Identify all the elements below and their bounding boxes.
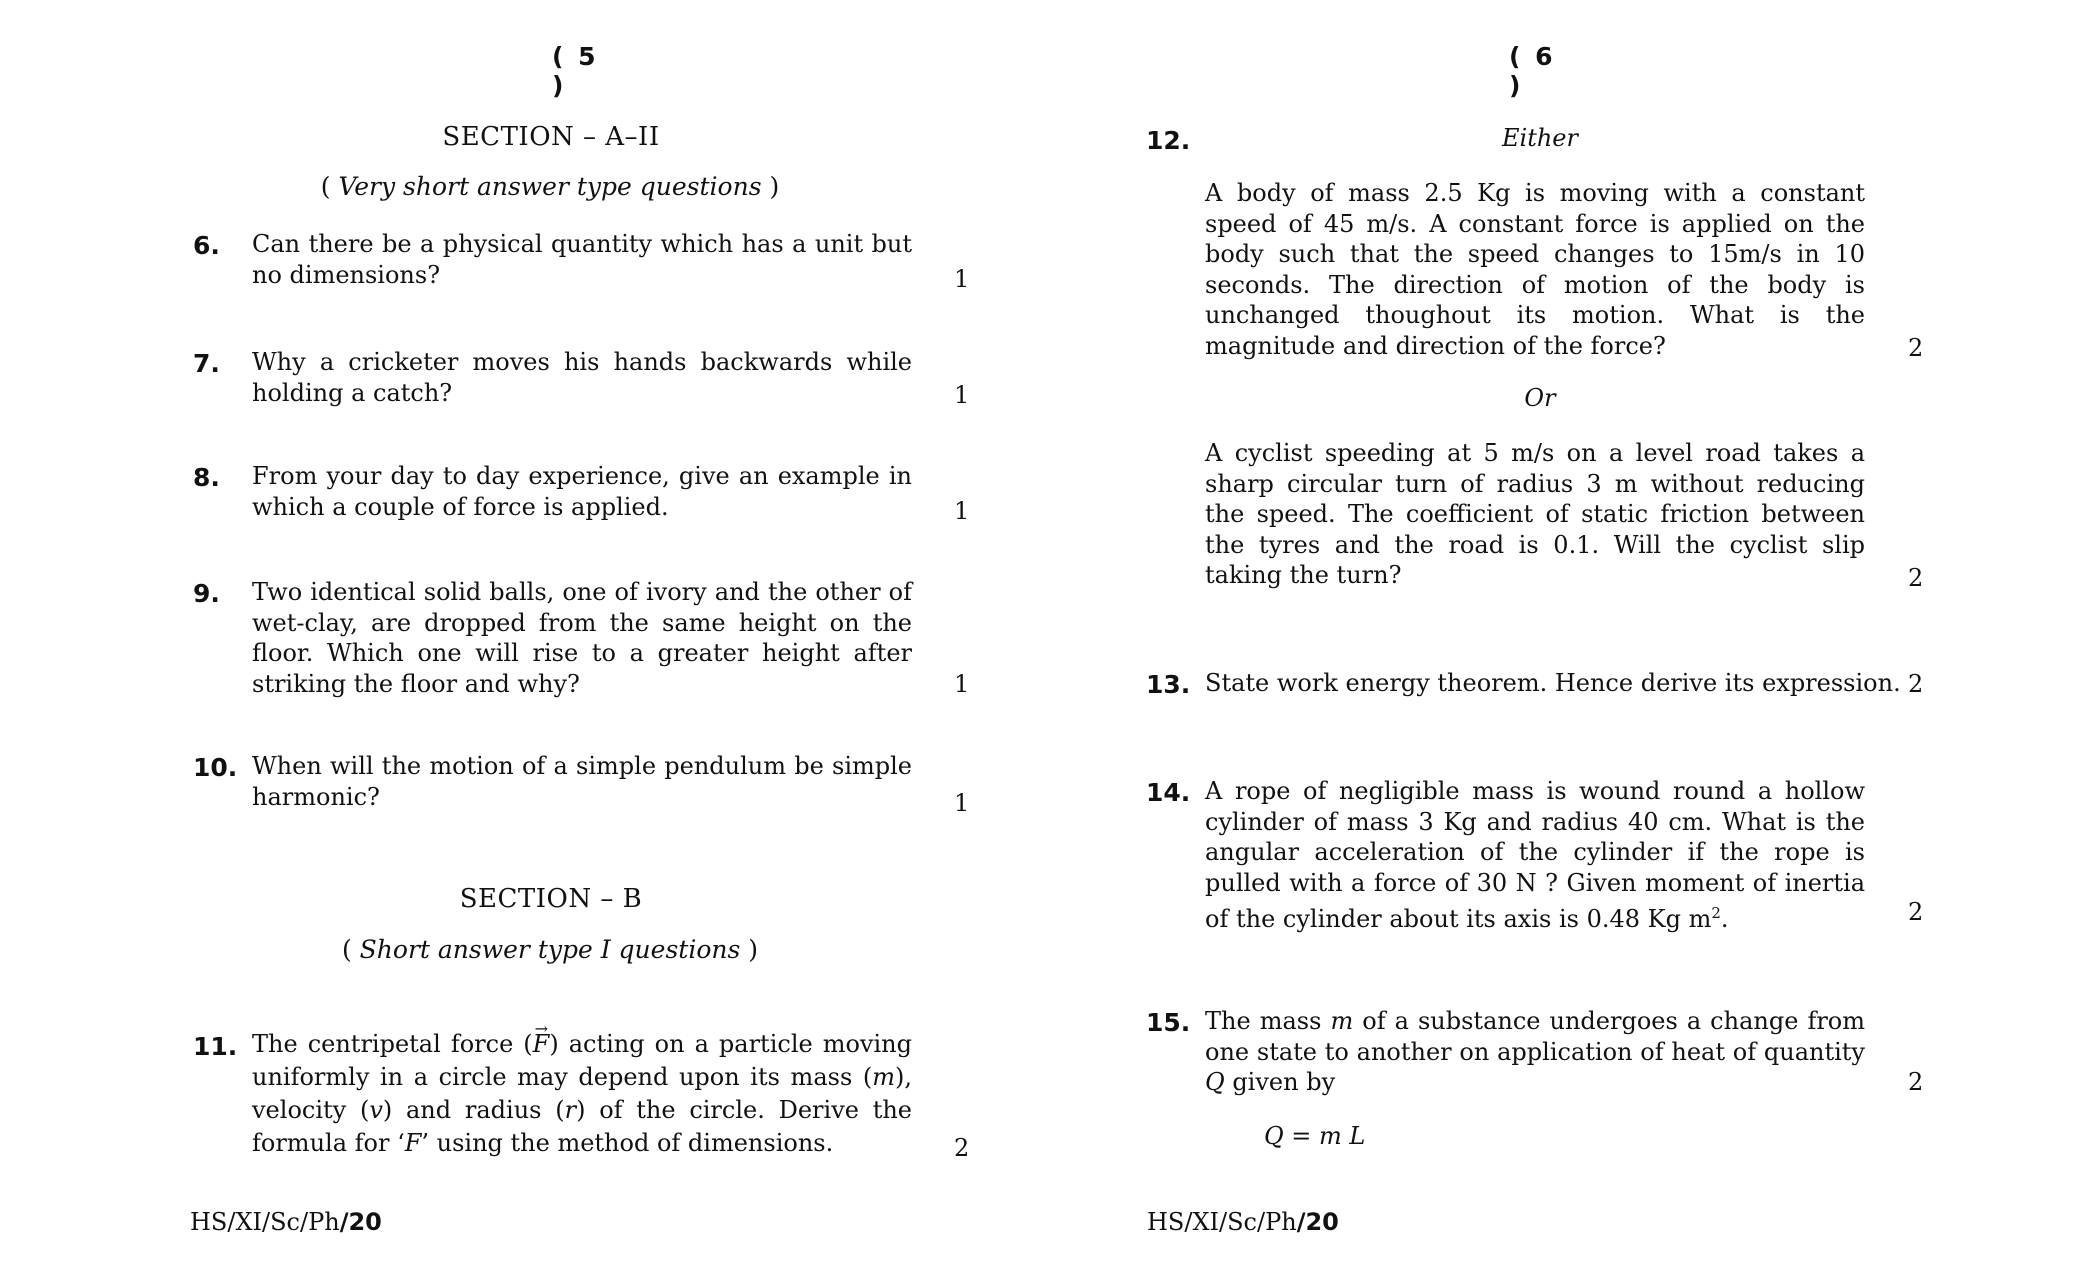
question-marks: 2: [1908, 1068, 1924, 1096]
or-label: Or: [1524, 384, 1556, 412]
question-text: Two identical solid balls, one of ivory and the other of wet-clay, are dropped from the same height on the floor. Which one will rise to a greater height after striking the floor and why?: [252, 578, 912, 698]
section-a2-subtitle: ( Very short answer type questions ): [320, 172, 780, 201]
question-marks: 2: [1908, 564, 1924, 592]
question-number: 15.: [1146, 1008, 1191, 1037]
force-vector-symbol: → F: [533, 1028, 550, 1061]
question-marks: 1: [954, 670, 970, 698]
question-number: 13.: [1146, 670, 1191, 699]
question-marks: 1: [954, 497, 970, 525]
question-marks: 1: [954, 265, 970, 293]
question-text: Can there be a physical quantity which has a unit but no dimensions?: [252, 230, 912, 289]
page-number: ( 5 ): [552, 42, 599, 100]
question-text: A body of mass 2.5 Kg is moving with a constant speed of 45 m/s. A constant force is applied on the body such that the speed changes to 15m/s in 10 seconds. The direction of motion of the body is unchanged thoughout its motion. What is the magnitude and direction of the force?: [1205, 179, 1865, 360]
right-page: [1050, 0, 2100, 1275]
question-marks: 2: [1908, 334, 1924, 362]
question-number: 8.: [193, 463, 220, 492]
question-number: 6.: [193, 231, 220, 260]
section-b-subtitle: ( Short answer type I questions ): [341, 935, 759, 964]
question-marks: 1: [954, 789, 970, 817]
section-a2-title: SECTION – A–II: [442, 122, 660, 152]
question-number: 12.: [1146, 126, 1191, 155]
question-marks: 2: [1908, 898, 1924, 926]
question-text: State work energy theorem. Hence derive its expression.: [1205, 669, 1901, 697]
question-marks: 2: [954, 1134, 970, 1162]
formula: Q = m L: [1264, 1122, 1366, 1150]
question-text: Why a cricketer moves his hands backwards while holding a catch?: [252, 348, 912, 407]
either-label: Either: [1502, 124, 1578, 152]
question-marks: 1: [954, 381, 970, 409]
question-text: From your day to day experience, give an example in which a couple of force is applied.: [252, 462, 912, 521]
question-number: 11.: [193, 1032, 238, 1061]
question-number: 7.: [193, 349, 220, 378]
page-number: ( 6 ): [1509, 42, 1556, 100]
page-footer: HS/XI/Sc/Ph/20: [190, 1208, 382, 1236]
question-number: 10.: [193, 753, 238, 782]
question-number: 14.: [1146, 778, 1191, 807]
section-b-title: SECTION – B: [459, 884, 643, 914]
question-text: A cyclist speeding at 5 m/s on a level road takes a sharp circular turn of radius 3 m without reducing the speed. The coefficient of static friction between the tyres and the road is 0.1. Will the cyclist slip taking the turn?: [1205, 439, 1865, 589]
page-footer: HS/XI/Sc/Ph/20: [1147, 1208, 1339, 1236]
question-number: 9.: [193, 579, 220, 608]
question-marks: 2: [1908, 670, 1924, 698]
question-text: The mass m of a substance undergoes a change from one state to another on application of heat of quantity Q given by: [1205, 1007, 1866, 1096]
question-text: The centripetal force (→ F) acting on a particle moving uniformly in a circle may depend upon its mass (m), velocity (v) and radius (r) of the circle. Derive the formula for ‘F’ using the method of dimensions.: [252, 1028, 912, 1160]
question-text: A rope of negligible mass is wound round a hollow cylinder of mass 3 Kg and radius 40 cm. What is the angular acceleration of the cylinder if the rope is pulled with a force of 30 N ? Given moment of inertia of the cylinder about its axis is 0.48 Kg $m^2$.: [1205, 777, 1865, 933]
question-text: When will the motion of a simple pendulum be simple harmonic?: [252, 752, 912, 811]
